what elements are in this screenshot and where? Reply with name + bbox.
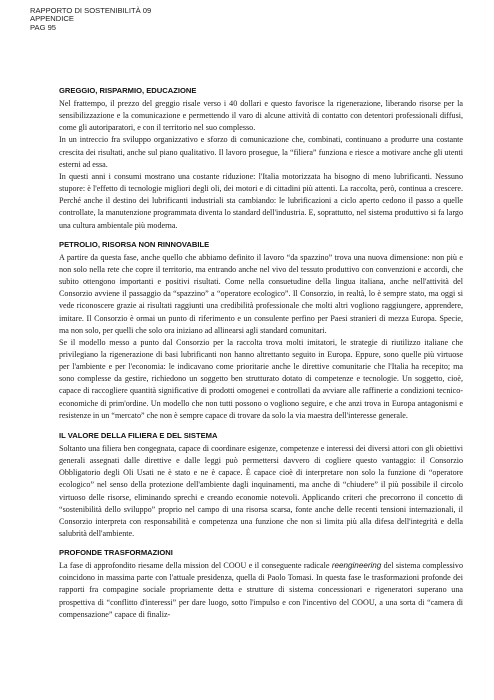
section-trasformazioni <box>59 548 463 621</box>
section-heading: IL VALORE DELLA FILIERA E DEL SISTEMA <box>59 430 218 440</box>
paragraph-text: del sistema complessivo coincidono in massima parte con l'attuale presidenza, quella di Paolo Tomasi. In questa fase le trasformazioni profonde dei rapporti fra compagine sociale propriamente detta e strutture di sistema concessionari e rigeneratori superano una prospettiva di “conflitto d'interessi” per dare luogo, sotto l'impulso e con l'incentivo del COOU, a una sorta di “camera di compensazione” capace di finaliz- <box>59 561 463 619</box>
paragraph: A partire da questa fase, anche quello che abbiamo definito il lavoro “da spazzino” trova una nuova dimensione: non più e non solo nella rete che copre il territorio, ma entrando anche nel vivo del tessuto produttivo con convenzioni e accordi, che subito ottengono importanti e positivi risultati. Come nella consuetudine della lingua italiana, anche nell'attività del Consorzio avviene il passaggio da “spazzino” a “operatore ecologico”. Il Consorzio, in realtà, lo è sempre stato, ma oggi si vede riconoscere grazie ai risultati raggiunti una credibilità professionale che molti altri vogliono raggiungere, apprendere, imitare. Il Consorzio è ormai un punto di riferimento e un consulente perfino per Paesi stranieri di mezza Europa. Specie, ma non solo, per quelli che solo ora iniziano ad allinearsi agli standard comunitari. <box>59 252 463 335</box>
paragraph <box>59 560 463 621</box>
article-body <box>59 86 463 629</box>
page-header <box>30 7 151 32</box>
paragraph: Se il modello messo a punto dal Consorzio per la raccolta trova molti imitatori, le strategie di riutilizzo italiane che privilegiano la rigenerazione di basi lubrificanti non hanno altrettanto seguito in Europa. Eppure, sono quelle più virtuose per l'ambiente e per l'economia: le indicavano come prioritarie anche le direttive comunitarie che l'Italia ha recepito; ma sono complesse da gestire, richiedono un soggetto ben strutturato dotato di competenze e tecnologie. Un soggetto, cioè, capace di raccogliere quantità significative di prodotti omogenei e controllati da avviare alle raffinerie a condizioni tecnico-economiche di prim'ordine. Un modello che non tutti possono o vogliono seguire, e che anzi trova in Europa antagonismi e resistenze in un “mercato” che non è sempre capace di trovare da solo la via maestra dell'interesse generale. <box>59 337 463 420</box>
section-heading: PROFONDE TRASFORMAZIONI <box>59 548 173 558</box>
section-heading: GREGGIO, RISPARMIO, EDUCAZIONE <box>59 86 197 95</box>
page-number: PAG 95 <box>30 22 57 32</box>
report-title: RAPPORTO DI SOSTENIBILITÀ 09 <box>30 6 152 15</box>
section-greggio <box>59 86 463 232</box>
paragraph: In un intreccio fra sviluppo organizzativo e sforzo di comunicazione che, combinati, continuano a produrre una costante crescita dei risultati, anche sul piano qualitativo. Il lavoro prosegue, la “filiera” funziona e riesce a motivare anche gli utenti esterni ad essa. <box>59 135 463 169</box>
emphasized-term: reengineering <box>331 561 382 571</box>
paragraph: In questi anni i consumi mostrano una costante riduzione: l'Italia motorizzata ha bisogno di meno lubrificanti. Nessuno stupore: è l'effetto di tecnologie migliori degli oli, dei motori e di cittadini più attenti. La raccolta, però, continua a crescere. Perché anche il destino dei lubrificanti industriali sta cambiando: le lubrificazioni a ciclo aperto cedono il passo a quelle controllate, la manutenzione programmata diventa lo standard dell'industria. E, soprattutto, nel sistema produttivo si fa largo una cultura ambientale più moderna. <box>59 171 463 230</box>
section-petrolio <box>59 240 463 422</box>
section-filiera <box>59 431 463 540</box>
paragraph: Nel frattempo, il prezzo del greggio risale verso i 40 dollari e questo favorisce la rigenerazione, liberando risorse per la sensibilizzazione e la comunicazione e permettendo il varo di alcune attività di contatto con detentori professionali diffusi, come gli autoriparatori, e con il territorio nel suo complesso. <box>59 99 463 133</box>
paragraph-text: La fase di approfondito riesame della mission del COOU e il conseguente radicale <box>59 561 332 571</box>
report-section: APPENDICE <box>30 14 74 24</box>
paragraph: Soltanto una filiera ben congegnata, capace di coordinare esigenze, competenze e interessi dei diversi attori con gli obiettivi generali assegnati dalle direttive e dalle leggi può permettersi davvero di cogliere questo vantaggio: il Consorzio Obbligatorio degli Oli Usati ne è stato e ne è capace. È capace cioè di interpretare non solo la funzione di “operatore ecologico” nel senso della protezione dell'ambiente dagli inquinamenti, ma anche di “chiudere” il più possibile il circolo virtuoso delle risorse, eliminando sprechi e creando economie notevoli. Applicando criteri che precorrono il concetto di “sostenibilità dello sviluppo” proprio nel campo di una risorsa scarsa, fonte anche delle recenti tensioni internazionali, il Consorzio interpreta con responsabilità e competenza una funzione che non si limita più alla difesa dell'integrità e della salubrità dell'ambiente. <box>59 443 463 538</box>
section-heading: PETROLIO, RISORSA NON RINNOVABILE <box>59 239 210 249</box>
